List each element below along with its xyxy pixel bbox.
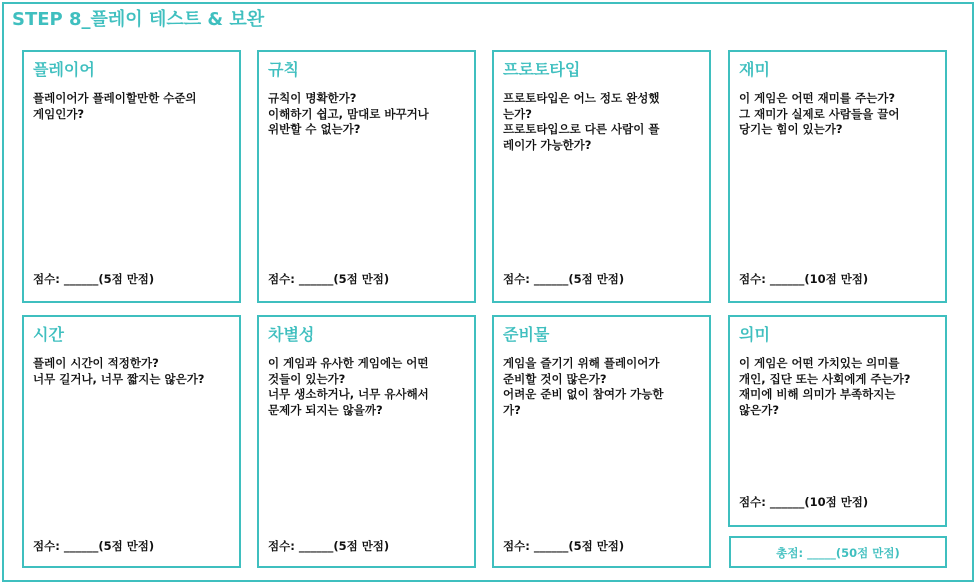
- question-line: 가?: [503, 402, 521, 417]
- question-line: 너무 생소하거나, 너무 유사해서: [268, 387, 429, 401]
- question-line: 당기는 힘이 있는가?: [739, 122, 843, 136]
- card-question: [739, 356, 939, 418]
- question-line: 않은가?: [739, 402, 779, 417]
- question-line: 너무 길거나, 너무 짧지는 않은가?: [33, 371, 205, 386]
- card-question: [33, 356, 233, 387]
- card-fun: [728, 50, 947, 303]
- card-prototype: [492, 50, 711, 303]
- card-question: [503, 356, 703, 418]
- card-question: [268, 356, 468, 418]
- question-line: 개인, 집단 또는 사회에게 주는가?: [739, 371, 911, 386]
- total-score-box: [729, 536, 947, 568]
- card-title: 차별성: [268, 325, 315, 344]
- card-title: 규칙: [268, 60, 299, 79]
- question-line: 플레이 시간이 적정한가?: [33, 356, 159, 370]
- question-line: 준비할 것이 많은가?: [503, 371, 607, 386]
- question-line: 규칙이 명확한가?: [268, 91, 357, 105]
- card-question: [503, 91, 703, 153]
- card-player: [22, 50, 241, 303]
- card-time: [22, 315, 241, 568]
- question-line: 프로토타입으로 다른 사람이 플: [503, 122, 660, 136]
- card-title: 재미: [739, 60, 770, 79]
- card-differentiation: [257, 315, 476, 568]
- question-line: 어려운 준비 없이 참여가 가능한: [503, 387, 664, 401]
- total-score-label: 총점: _____(50점 만점): [776, 546, 900, 560]
- card-rules: [257, 50, 476, 303]
- card-title: 플레이어: [33, 60, 95, 79]
- question-line: 이해하기 쉽고, 맘대로 바꾸거나: [268, 106, 429, 121]
- question-line: 게임인가?: [33, 106, 85, 121]
- card-score: 점수: ______(5점 만점): [503, 539, 625, 553]
- card-score: 점수: ______(5점 만점): [33, 539, 155, 553]
- question-line: 이 게임은 어떤 재미를 주는가?: [739, 91, 895, 105]
- question-line: 것들이 있는가?: [268, 371, 346, 386]
- card-score: 점수: ______(5점 만점): [33, 272, 155, 286]
- card-title: 프로토타입: [503, 60, 581, 79]
- card-score: 점수: ______(10점 만점): [739, 495, 869, 509]
- card-meaning: [728, 315, 947, 527]
- card-score: 점수: ______(5점 만점): [268, 272, 390, 286]
- card-title: 의미: [739, 325, 770, 344]
- question-line: 그 재미가 실제로 사람들을 끌어: [739, 106, 900, 121]
- card-title: 준비물: [503, 325, 550, 344]
- question-line: 게임을 즐기기 위해 플레이어가: [503, 356, 660, 370]
- question-line: 레이가 가능한가?: [503, 137, 592, 152]
- question-line: 이 게임과 유사한 게임에는 어떤: [268, 356, 429, 370]
- page-title: STEP 8_플레이 테스트 & 보완: [12, 9, 265, 30]
- card-score: 점수: ______(5점 만점): [503, 272, 625, 286]
- card-score: 점수: ______(5점 만점): [268, 539, 390, 553]
- card-question: [33, 91, 233, 122]
- question-line: 플레이어가 플레이할만한 수준의: [33, 91, 197, 105]
- question-line: 프로토타입은 어느 정도 완성했: [503, 91, 660, 105]
- card-score: 점수: ______(10점 만점): [739, 272, 869, 286]
- question-line: 문제가 되지는 않을까?: [268, 402, 383, 417]
- card-title: 시간: [33, 325, 64, 344]
- question-line: 이 게임은 어떤 가치있는 의미를: [739, 356, 900, 370]
- card-question: [739, 91, 939, 138]
- card-question: [268, 91, 468, 138]
- question-line: 는가?: [503, 106, 532, 121]
- question-line: 위반할 수 없는가?: [268, 122, 361, 136]
- card-materials: [492, 315, 711, 568]
- question-line: 재미에 비해 의미가 부족하지는: [739, 387, 896, 401]
